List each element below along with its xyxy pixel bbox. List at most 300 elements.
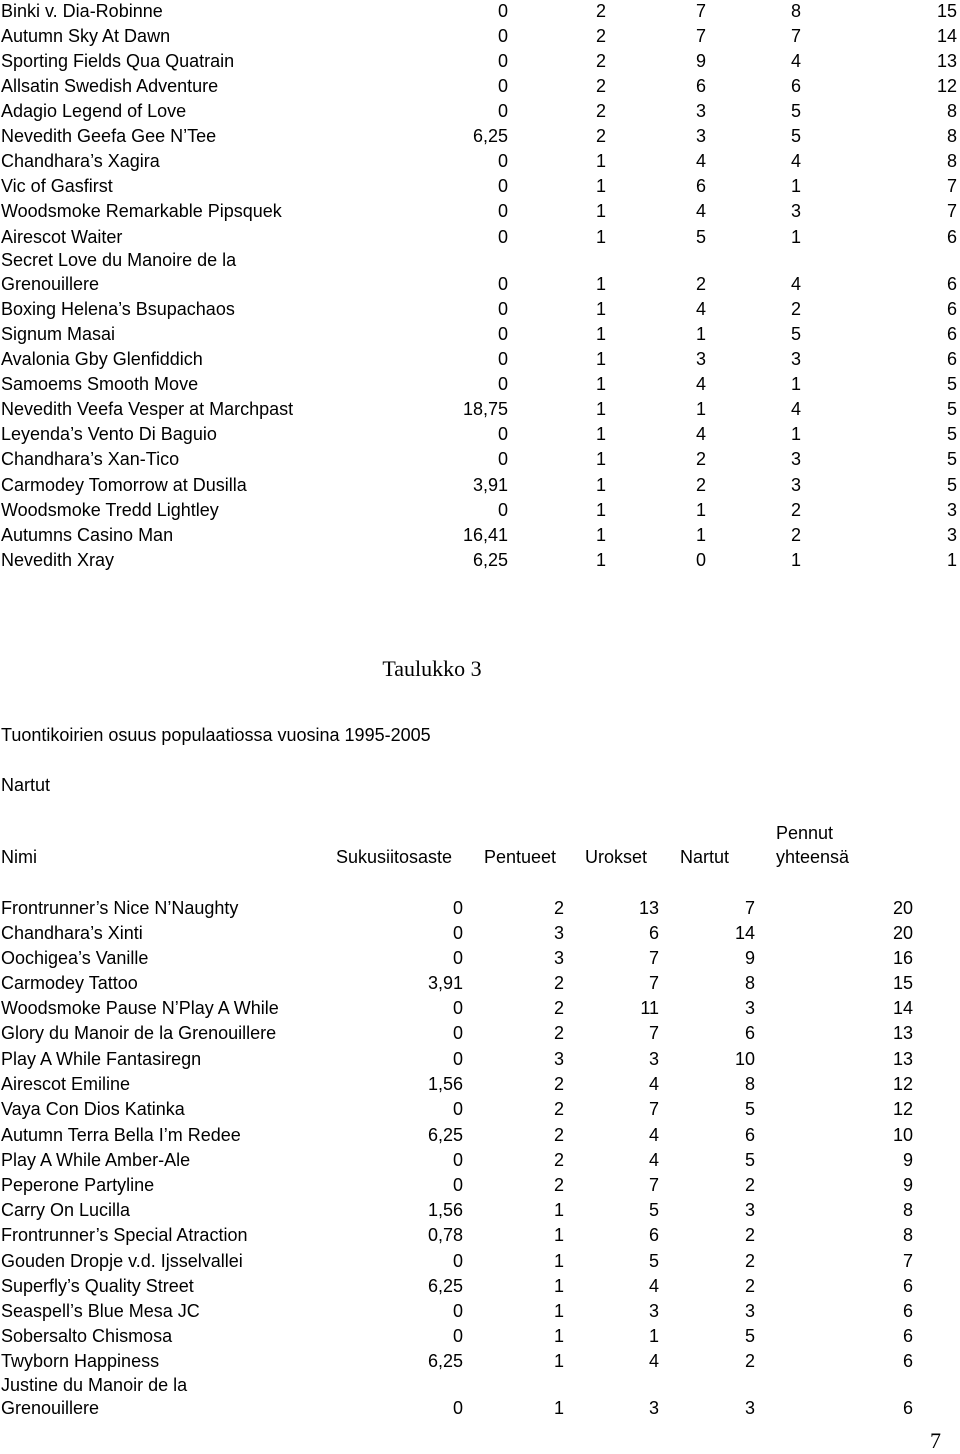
litters-value: 3 — [553, 1049, 564, 1069]
header-total-line2: yhteensä — [776, 847, 850, 867]
males-value: 4 — [648, 1125, 659, 1145]
inbreeding-value: 0 — [452, 1398, 463, 1418]
table-subtitle: Tuontikoirien osuus populaatiossa vuosina 1995-2005 — [1, 725, 431, 745]
dog-name: Superfly’s Quality Street — [1, 1276, 194, 1296]
total-value: 16 — [892, 948, 913, 968]
dog-name: Binki v. Dia-Robinne — [1, 1, 163, 21]
total-value: 14 — [936, 26, 957, 46]
dog-name: Leyenda’s Vento Di Baguio — [1, 424, 217, 444]
females-value: 2 — [744, 1251, 755, 1271]
litters-value: 1 — [595, 324, 606, 344]
table-row — [0, 373, 960, 398]
females-value: 10 — [734, 1049, 755, 1069]
dog-name: Nevedith Xray — [1, 550, 115, 570]
females-value: 5 — [744, 1326, 755, 1346]
inbreeding-value: 0 — [452, 1023, 463, 1043]
litters-value: 2 — [595, 51, 606, 71]
total-value: 9 — [902, 1150, 913, 1170]
males-value: 3 — [695, 349, 706, 369]
litters-value: 2 — [553, 1150, 564, 1170]
inbreeding-value: 6,25 — [427, 1125, 463, 1145]
males-value: 5 — [695, 227, 706, 247]
inbreeding-value: 0 — [497, 227, 508, 247]
dog-name: Avalonia Gby Glenfiddich — [1, 349, 203, 369]
total-value: 20 — [892, 923, 913, 943]
table-row — [0, 1073, 960, 1098]
females-value: 9 — [744, 948, 755, 968]
dog-name: Secret Love du Manoire de la — [1, 250, 237, 270]
dog-name: Woodsmoke Remarkable Pipsquek — [1, 201, 282, 221]
dog-name: Gouden Dropje v.d. Ijsselvallei — [1, 1251, 243, 1271]
table-row — [0, 1149, 960, 1174]
litters-value: 2 — [595, 1, 606, 21]
inbreeding-value: 0 — [497, 500, 508, 520]
females-value: 3 — [790, 349, 801, 369]
total-value: 15 — [936, 1, 957, 21]
inbreeding-value: 0 — [452, 1099, 463, 1119]
table-row — [0, 175, 960, 200]
dog-name: Oochigea’s Vanille — [1, 948, 149, 968]
inbreeding-value: 0 — [497, 76, 508, 96]
males-value: 4 — [695, 151, 706, 171]
table-row — [0, 1275, 960, 1300]
inbreeding-value: 0 — [452, 1251, 463, 1271]
total-value: 6 — [902, 1351, 913, 1371]
table-row — [0, 200, 960, 225]
table-row-name-line — [0, 249, 960, 274]
males-value: 3 — [648, 1049, 659, 1069]
inbreeding-value: 0 — [452, 1301, 463, 1321]
litters-value: 2 — [553, 973, 564, 993]
inbreeding-value: 0 — [497, 324, 508, 344]
males-value: 3 — [648, 1398, 659, 1418]
litters-value: 2 — [553, 1125, 564, 1145]
females-value: 6 — [790, 76, 801, 96]
litters-value: 2 — [553, 998, 564, 1018]
litters-value: 1 — [595, 274, 606, 294]
total-value: 7 — [902, 1251, 913, 1271]
table-row — [0, 897, 960, 922]
litters-value: 2 — [553, 1023, 564, 1043]
total-value: 13 — [892, 1023, 913, 1043]
total-value: 12 — [892, 1099, 913, 1119]
males-value: 3 — [695, 126, 706, 146]
table-row — [0, 1350, 960, 1375]
total-value: 10 — [892, 1125, 913, 1145]
dog-name: Allsatin Swedish Adventure — [1, 76, 219, 96]
total-value: 3 — [946, 525, 957, 545]
females-value: 3 — [790, 201, 801, 221]
table-row — [0, 922, 960, 947]
inbreeding-value: 6,25 — [427, 1351, 463, 1371]
table-row — [0, 499, 960, 524]
header-total-line1: Pennut — [776, 823, 834, 843]
dog-name: Autumns Casino Man — [1, 525, 174, 545]
litters-value: 1 — [595, 227, 606, 247]
inbreeding-value: 18,75 — [462, 399, 508, 419]
dog-name: Play A While Amber-Ale — [1, 1150, 191, 1170]
litters-value: 2 — [595, 101, 606, 121]
total-value: 8 — [946, 126, 957, 146]
table-row — [0, 1224, 960, 1249]
inbreeding-value: 0,78 — [427, 1225, 463, 1245]
females-value: 3 — [744, 1200, 755, 1220]
females-value: 3 — [744, 1398, 755, 1418]
females-value: 2 — [790, 299, 801, 319]
table-row — [0, 1397, 960, 1422]
inbreeding-value: 0 — [452, 898, 463, 918]
inbreeding-value: 0 — [452, 1150, 463, 1170]
dog-name: Vaya Con Dios Katinka — [1, 1099, 185, 1119]
litters-value: 2 — [595, 76, 606, 96]
table-row — [0, 348, 960, 373]
dog-name: Frontrunner’s Nice N’Naughty — [1, 898, 239, 918]
dog-name: Chandhara’s Xinti — [1, 923, 143, 943]
males-value: 4 — [648, 1351, 659, 1371]
table-row — [0, 1124, 960, 1149]
dog-name: Glory du Manoir de la Grenouillere — [1, 1023, 277, 1043]
header-females: Nartut — [680, 847, 730, 867]
dog-name: Play A While Fantasiregn — [1, 1049, 202, 1069]
litters-value: 3 — [553, 948, 564, 968]
total-value: 12 — [892, 1074, 913, 1094]
inbreeding-value: 0 — [497, 374, 508, 394]
page-number: 7 — [930, 1428, 941, 1453]
females-value: 8 — [744, 1074, 755, 1094]
inbreeding-value: 0 — [497, 1, 508, 21]
females-value: 5 — [790, 126, 801, 146]
males-value: 7 — [648, 1099, 659, 1119]
dog-name: Samoems Smooth Move — [1, 374, 199, 394]
dog-name-continued: Grenouillere — [1, 1398, 100, 1418]
females-value: 1 — [790, 374, 801, 394]
total-value: 6 — [946, 227, 957, 247]
females-value: 2 — [744, 1351, 755, 1371]
table-row — [0, 1098, 960, 1123]
inbreeding-value: 3,91 — [427, 973, 463, 993]
dog-name: Twyborn Happiness — [1, 1351, 160, 1371]
males-value: 11 — [640, 998, 659, 1018]
males-value: 6 — [695, 76, 706, 96]
total-value: 6 — [902, 1398, 913, 1418]
males-value: 1 — [648, 1326, 659, 1346]
litters-value: 1 — [553, 1200, 564, 1220]
dog-name: Carry On Lucilla — [1, 1200, 131, 1220]
males-value: 9 — [695, 51, 706, 71]
total-value: 5 — [946, 399, 957, 419]
inbreeding-value: 0 — [497, 51, 508, 71]
dog-name: Carmodey Tattoo — [1, 973, 138, 993]
table-row — [0, 423, 960, 448]
litters-value: 1 — [595, 550, 606, 570]
litters-value: 1 — [595, 525, 606, 545]
litters-value: 1 — [595, 424, 606, 444]
males-value: 1 — [695, 324, 706, 344]
litters-value: 1 — [595, 349, 606, 369]
total-value: 7 — [946, 176, 957, 196]
dog-name: Nevedith Veefa Vesper at Marchpast — [1, 399, 294, 419]
dog-name-continued: Grenouillere — [1, 274, 100, 294]
females-value: 2 — [744, 1225, 755, 1245]
total-value: 6 — [902, 1276, 913, 1296]
litters-value: 1 — [553, 1225, 564, 1245]
dog-name: Boxing Helena’s Bsupachaos — [1, 299, 235, 319]
dog-name: Woodsmoke Tredd Lightley — [1, 500, 219, 520]
dog-name: Chandhara’s Xagira — [1, 151, 160, 171]
males-value: 7 — [648, 1175, 659, 1195]
header-litters: Pentueet — [484, 847, 557, 867]
litters-value: 2 — [595, 26, 606, 46]
males-value: 6 — [648, 1225, 659, 1245]
females-value: 1 — [790, 176, 801, 196]
males-value: 7 — [695, 1, 706, 21]
total-value: 15 — [892, 973, 913, 993]
header-name: Nimi — [1, 847, 37, 867]
inbreeding-value: 0 — [452, 923, 463, 943]
table-row — [0, 273, 960, 298]
total-value: 8 — [902, 1225, 913, 1245]
males-value: 6 — [695, 176, 706, 196]
females-value: 4 — [790, 274, 801, 294]
total-value: 5 — [946, 424, 957, 444]
table-row — [0, 448, 960, 473]
total-value: 13 — [892, 1049, 913, 1069]
total-value: 6 — [946, 299, 957, 319]
table-row — [0, 1048, 960, 1073]
inbreeding-value: 0 — [452, 948, 463, 968]
litters-value: 1 — [595, 201, 606, 221]
table-row — [0, 125, 960, 150]
table-row — [0, 226, 960, 251]
inbreeding-value: 1,56 — [427, 1200, 463, 1220]
table-row — [0, 298, 960, 323]
table-row — [0, 398, 960, 423]
total-value: 5 — [946, 449, 957, 469]
litters-value: 1 — [553, 1301, 564, 1321]
inbreeding-value: 0 — [497, 101, 508, 121]
males-value: 5 — [648, 1200, 659, 1220]
males-value: 0 — [695, 550, 706, 570]
inbreeding-value: 1,56 — [427, 1074, 463, 1094]
females-value: 3 — [790, 475, 801, 495]
dog-name: Carmodey Tomorrow at Dusilla — [1, 475, 247, 495]
females-value: 4 — [790, 51, 801, 71]
dog-name: Autumn Sky At Dawn — [1, 26, 171, 46]
litters-value: 2 — [553, 898, 564, 918]
females-value: 5 — [790, 101, 801, 121]
total-value: 8 — [946, 151, 957, 171]
dog-name: Autumn Terra Bella I’m Redee — [1, 1125, 241, 1145]
total-value: 7 — [946, 201, 957, 221]
dog-name: Adagio Legend of Love — [1, 101, 187, 121]
litters-value: 1 — [595, 299, 606, 319]
inbreeding-value: 16,41 — [462, 525, 508, 545]
males-value: 7 — [648, 948, 659, 968]
litters-value: 1 — [595, 399, 606, 419]
females-value: 4 — [790, 151, 801, 171]
table-row — [0, 524, 960, 549]
females-value: 2 — [790, 525, 801, 545]
table-row — [0, 100, 960, 125]
total-value: 9 — [902, 1175, 913, 1195]
females-value: 1 — [790, 424, 801, 444]
inbreeding-value: 0 — [497, 349, 508, 369]
males-value: 4 — [695, 374, 706, 394]
inbreeding-value: 0 — [497, 424, 508, 444]
inbreeding-value: 3,91 — [472, 475, 508, 495]
total-value: 5 — [946, 374, 957, 394]
inbreeding-value: 0 — [497, 176, 508, 196]
total-value: 8 — [946, 101, 957, 121]
total-value: 6 — [902, 1326, 913, 1346]
dog-name: Sporting Fields Qua Quatrain — [1, 51, 235, 71]
litters-value: 1 — [595, 176, 606, 196]
table-row — [0, 997, 960, 1022]
males-value: 5 — [648, 1251, 659, 1271]
dog-name: Airescot Waiter — [1, 227, 123, 247]
dog-name: Peperone Partyline — [1, 1175, 155, 1195]
males-value: 4 — [695, 299, 706, 319]
table-caption: Taulukko 3 — [382, 656, 482, 681]
males-value: 1 — [695, 525, 706, 545]
table-row — [0, 1325, 960, 1350]
dog-name: Frontrunner’s Special Atraction — [1, 1225, 248, 1245]
total-value: 12 — [936, 76, 957, 96]
total-value: 6 — [946, 274, 957, 294]
litters-value: 2 — [553, 1175, 564, 1195]
males-value: 13 — [638, 898, 659, 918]
inbreeding-value: 0 — [497, 26, 508, 46]
males-value: 4 — [695, 201, 706, 221]
table-row — [0, 323, 960, 348]
table-row — [0, 1250, 960, 1275]
table-row — [0, 549, 960, 574]
females-value: 8 — [744, 973, 755, 993]
total-value: 3 — [946, 500, 957, 520]
table-row — [0, 50, 960, 75]
litters-value: 1 — [595, 449, 606, 469]
total-value: 8 — [902, 1200, 913, 1220]
litters-value: 2 — [595, 126, 606, 146]
dog-name: Vic of Gasfirst — [1, 176, 113, 196]
litters-value: 2 — [553, 1099, 564, 1119]
dog-name: Woodsmoke Pause N’Play A While — [1, 998, 279, 1018]
section-heading: Nartut — [1, 775, 51, 795]
table-row — [0, 1199, 960, 1224]
inbreeding-value: 0 — [497, 274, 508, 294]
females-value: 7 — [744, 898, 755, 918]
females-value: 2 — [744, 1175, 755, 1195]
males-value: 4 — [695, 424, 706, 444]
table-row — [0, 1174, 960, 1199]
females-value: 4 — [790, 399, 801, 419]
header-inbreeding: Sukusiitosaste — [336, 847, 453, 867]
inbreeding-value: 0 — [497, 449, 508, 469]
inbreeding-value: 0 — [497, 151, 508, 171]
total-value: 6 — [946, 324, 957, 344]
females-value: 14 — [734, 923, 755, 943]
header-males: Urokset — [585, 847, 648, 867]
litters-value: 2 — [553, 1074, 564, 1094]
inbreeding-value: 0 — [497, 299, 508, 319]
total-value: 1 — [946, 550, 957, 570]
males-value: 3 — [648, 1301, 659, 1321]
males-value: 4 — [648, 1276, 659, 1296]
inbreeding-value: 0 — [452, 1049, 463, 1069]
females-value: 2 — [790, 500, 801, 520]
females-value: 1 — [790, 550, 801, 570]
males-value: 7 — [648, 1023, 659, 1043]
litters-value: 1 — [595, 151, 606, 171]
table-row-name-line — [0, 1374, 960, 1399]
table-row — [0, 1022, 960, 1047]
dog-name: Justine du Manoir de la — [1, 1375, 188, 1395]
litters-value: 1 — [553, 1326, 564, 1346]
litters-value: 1 — [595, 374, 606, 394]
total-value: 13 — [936, 51, 957, 71]
table-row — [0, 1300, 960, 1325]
females-value: 6 — [744, 1125, 755, 1145]
females-value: 7 — [790, 26, 801, 46]
table-row — [0, 972, 960, 997]
inbreeding-value: 6,25 — [472, 550, 508, 570]
males-value: 4 — [648, 1150, 659, 1170]
males-value: 7 — [648, 973, 659, 993]
males-value: 6 — [648, 923, 659, 943]
females-value: 8 — [790, 1, 801, 21]
table-row — [0, 150, 960, 175]
inbreeding-value: 0 — [452, 1326, 463, 1346]
males-value: 2 — [695, 449, 706, 469]
females-value: 5 — [744, 1099, 755, 1119]
dog-name: Seaspell’s Blue Mesa JC — [1, 1301, 200, 1321]
litters-value: 1 — [553, 1251, 564, 1271]
litters-value: 1 — [595, 475, 606, 495]
total-value: 5 — [946, 475, 957, 495]
males-value: 4 — [648, 1074, 659, 1094]
table-row — [0, 75, 960, 100]
litters-value: 1 — [553, 1351, 564, 1371]
males-value: 2 — [695, 274, 706, 294]
dog-name: Sobersalto Chismosa — [1, 1326, 173, 1346]
females-value: 5 — [790, 324, 801, 344]
females-value: 3 — [744, 1301, 755, 1321]
dog-name: Airescot Emiline — [1, 1074, 131, 1094]
table-row — [0, 25, 960, 50]
total-value: 6 — [902, 1301, 913, 1321]
inbreeding-value: 6,25 — [427, 1276, 463, 1296]
inbreeding-value: 0 — [497, 201, 508, 221]
total-value: 20 — [892, 898, 913, 918]
litters-value: 1 — [553, 1398, 564, 1418]
total-value: 14 — [892, 998, 913, 1018]
males-value: 3 — [695, 101, 706, 121]
females-value: 6 — [744, 1023, 755, 1043]
inbreeding-value: 0 — [452, 1175, 463, 1195]
total-value: 6 — [946, 349, 957, 369]
inbreeding-value: 0 — [452, 998, 463, 1018]
females-value: 2 — [744, 1276, 755, 1296]
males-value: 7 — [695, 26, 706, 46]
table-row — [0, 0, 960, 25]
table-row — [0, 474, 960, 499]
litters-value: 1 — [553, 1276, 564, 1296]
litters-value: 3 — [553, 923, 564, 943]
table-row — [0, 947, 960, 972]
dog-name: Chandhara’s Xan-Tico — [1, 449, 180, 469]
males-value: 1 — [695, 399, 706, 419]
males-value: 2 — [695, 475, 706, 495]
